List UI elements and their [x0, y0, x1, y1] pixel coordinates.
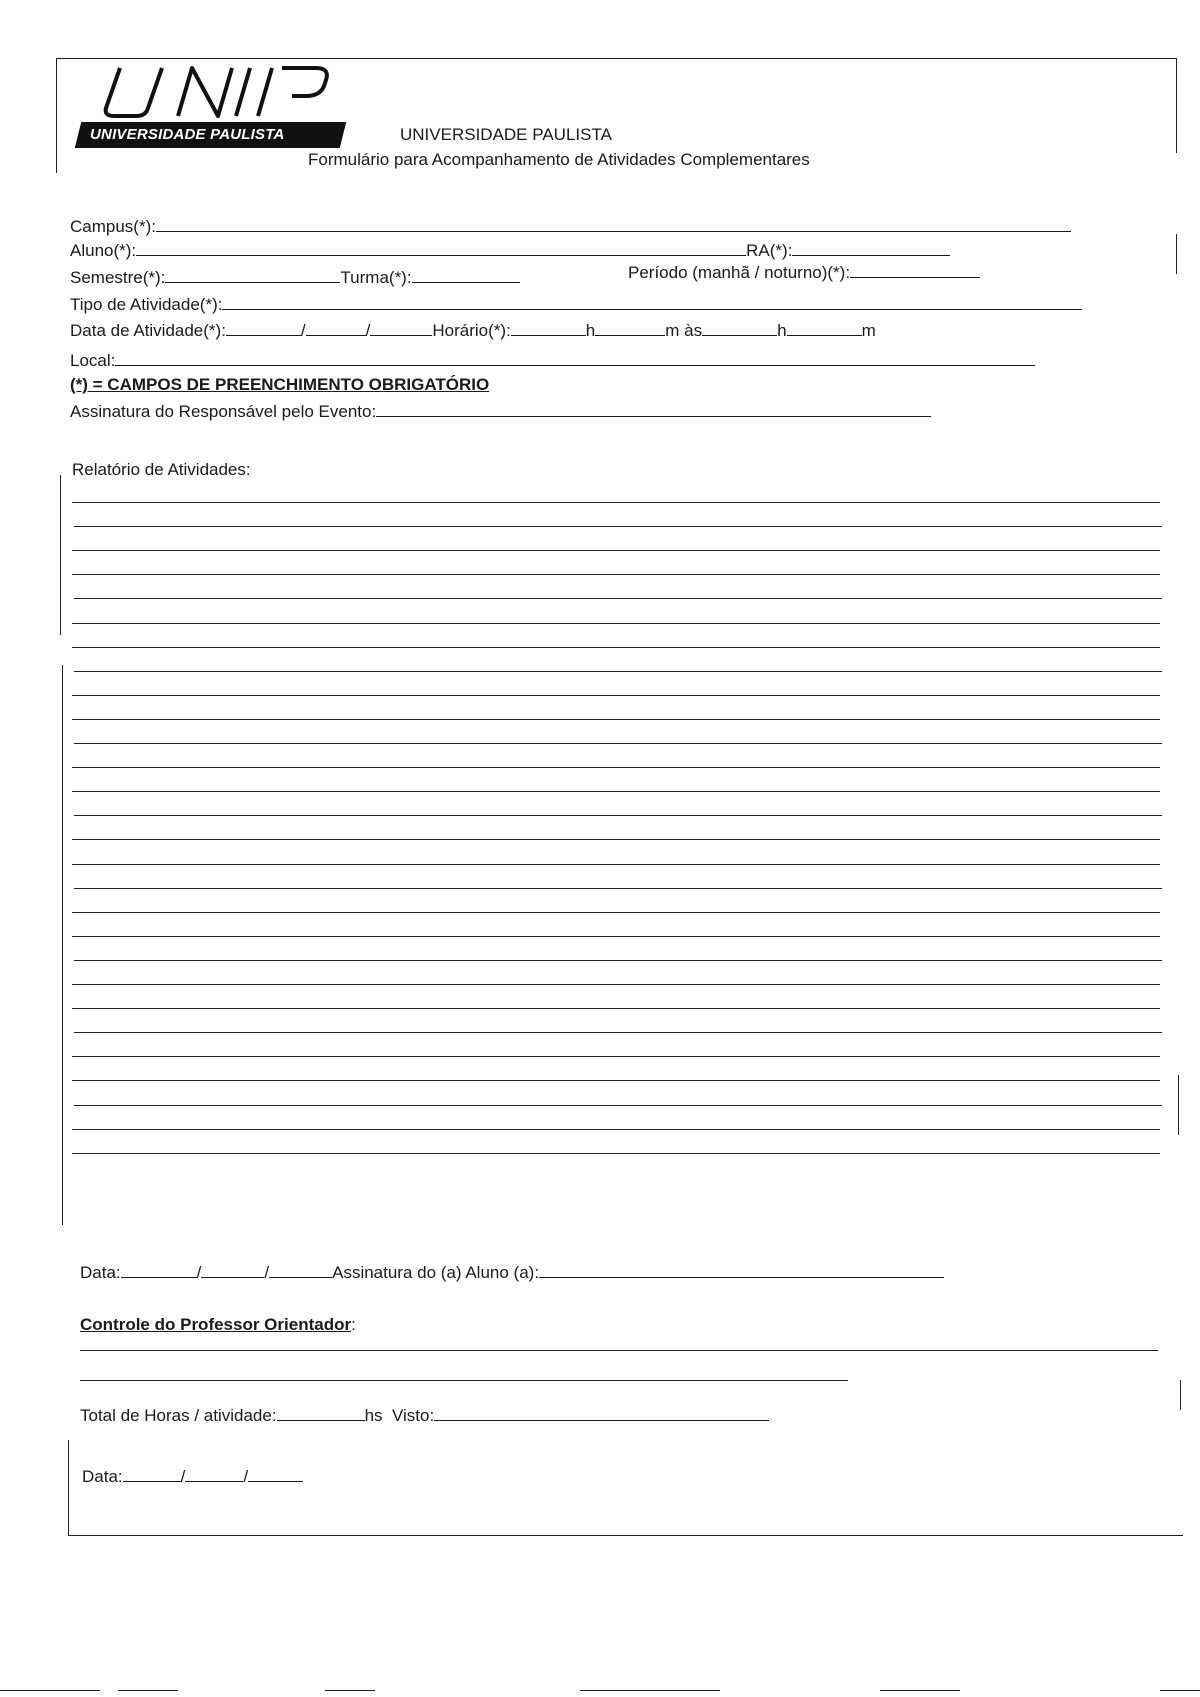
controle-line-2[interactable]: [80, 1380, 848, 1381]
logo-banner: [75, 122, 346, 148]
data-prof-month-input[interactable]: [185, 1466, 243, 1482]
visto-label: Visto:: [391, 1406, 435, 1425]
periodo-field: [628, 262, 980, 283]
scan-edge-fragment: [118, 1690, 178, 1691]
hour-unit: h: [585, 321, 596, 340]
data-month-input[interactable]: [306, 320, 366, 336]
aluno-label: Aluno(*):: [70, 241, 137, 260]
semestre-input[interactable]: [165, 267, 340, 283]
assinatura-responsavel-input[interactable]: [376, 401, 931, 417]
data-label: Data:: [80, 1263, 121, 1282]
date-separator: /: [264, 1263, 270, 1282]
form-title: Formulário para Acompanhamento de Atividades Complementares: [308, 150, 810, 169]
controle-colon: :: [351, 1315, 356, 1334]
minute-as-unit: m às: [665, 321, 703, 340]
relatorio-line[interactable]: [72, 767, 1160, 768]
relatorio-line[interactable]: [72, 695, 1160, 696]
date-separator: /: [365, 321, 371, 340]
hora-inicio-input[interactable]: [511, 320, 586, 336]
frame-left-border-footer: [68, 1440, 69, 1535]
relatorio-line[interactable]: [74, 815, 1162, 816]
relatorio-line[interactable]: [72, 1129, 1160, 1130]
frame-top-border: [56, 58, 1176, 59]
date-separator: /: [300, 321, 306, 340]
frame-bottom-border: [68, 1535, 1183, 1536]
periodo-input[interactable]: [850, 262, 980, 278]
relatorio-line[interactable]: [74, 671, 1162, 672]
unip-logo: [78, 62, 343, 148]
assinatura-responsavel-field: [70, 401, 931, 422]
data-prof-year-input[interactable]: [248, 1466, 303, 1482]
relatorio-line[interactable]: [72, 864, 1160, 865]
relatorio-line[interactable]: [74, 526, 1162, 527]
minuto-fim-input[interactable]: [787, 320, 862, 336]
local-field: [70, 350, 1035, 371]
date-separator: /: [180, 1467, 186, 1486]
total-horas-field: [80, 1405, 769, 1426]
minute-unit: m: [861, 321, 876, 340]
minuto-inicio-input[interactable]: [595, 320, 665, 336]
tipo-field: [70, 294, 1082, 315]
logo-subtitle: UNIVERSIDADE PAULISTA: [90, 126, 285, 143]
relatorio-line[interactable]: [72, 550, 1160, 551]
relatorio-label: Relatório de Atividades:: [72, 460, 251, 479]
local-label: Local:: [70, 351, 116, 370]
campus-label: Campus(*):: [70, 217, 156, 236]
relatorio-line[interactable]: [72, 647, 1160, 648]
data-prof-day-input[interactable]: [123, 1466, 181, 1482]
total-horas-input[interactable]: [277, 1405, 365, 1421]
frame-right-border-top: [1176, 58, 1177, 153]
data-year-input[interactable]: [370, 320, 432, 336]
assinatura-aluno-input[interactable]: [539, 1262, 944, 1278]
data-aluno-year-input[interactable]: [269, 1262, 332, 1278]
scan-edge-fragment: [1160, 1690, 1200, 1691]
hours-unit: hs: [364, 1406, 383, 1425]
controle-heading: [80, 1315, 356, 1335]
date-separator: /: [196, 1263, 202, 1282]
data-professor-field: [82, 1466, 303, 1487]
horario-label: Horário(*):: [432, 321, 511, 340]
data-day-input[interactable]: [226, 320, 301, 336]
relatorio-line[interactable]: [72, 574, 1160, 575]
visto-input[interactable]: [434, 1405, 769, 1421]
relatorio-line[interactable]: [72, 1056, 1160, 1057]
total-horas-label: Total de Horas / atividade:: [80, 1406, 277, 1425]
hora-fim-input[interactable]: [702, 320, 777, 336]
university-name: UNIVERSIDADE PAULISTA: [400, 125, 612, 144]
scan-edge-fragment: [880, 1690, 960, 1691]
ra-label: RA(*):: [746, 241, 793, 260]
scan-edge-fragment: [580, 1690, 720, 1691]
campus-field: [70, 216, 1071, 237]
semestre-label: Semestre(*):: [70, 268, 166, 287]
assinatura-responsavel-label: Assinatura do Responsável pelo Evento:: [70, 402, 377, 421]
relatorio-line[interactable]: [74, 743, 1162, 744]
date-separator: /: [243, 1467, 249, 1486]
data-professor-label: Data:: [82, 1467, 123, 1486]
relatorio-line[interactable]: [72, 623, 1160, 624]
relatorio-line[interactable]: [72, 1008, 1160, 1009]
relatorio-line[interactable]: [72, 912, 1160, 913]
turma-label: Turma(*):: [340, 268, 412, 287]
required-fields-note: (*) = CAMPOS DE PREENCHIMENTO OBRIGATÓRIO: [70, 375, 490, 394]
controle-line-1[interactable]: [80, 1350, 1158, 1351]
relatorio-line[interactable]: [74, 1105, 1162, 1106]
relatorio-line[interactable]: [72, 791, 1160, 792]
relatorio-line[interactable]: [74, 1032, 1162, 1033]
unip-logo-mark: [78, 62, 343, 124]
controle-label: Controle do Professor Orientador: [80, 1315, 352, 1334]
relatorio-line[interactable]: [74, 960, 1162, 961]
data-atividade-field: [70, 320, 876, 341]
relatorio-line[interactable]: [74, 888, 1162, 889]
frame-right-border-report: [1178, 1075, 1179, 1135]
assinatura-aluno-label: Assinatura do (a) Aluno (a):: [332, 1263, 540, 1282]
tipo-label: Tipo de Atividade(*):: [70, 295, 223, 314]
local-input[interactable]: [115, 350, 1035, 366]
scan-edge-fragment: [325, 1690, 375, 1691]
frame-right-border-mid: [1176, 234, 1177, 274]
aluno-input[interactable]: [136, 240, 746, 256]
periodo-label: Período (manhã / noturno)(*):: [628, 263, 851, 282]
campus-input[interactable]: [156, 216, 1071, 232]
frame-left-border-report: [62, 665, 63, 1225]
relatorio-line[interactable]: [72, 1153, 1160, 1154]
aluno-field: [70, 240, 950, 261]
frame-left-border-top: [56, 58, 57, 173]
data-aluno-month-input[interactable]: [201, 1262, 264, 1278]
relatorio-line[interactable]: [74, 598, 1162, 599]
relatorio-line[interactable]: [72, 502, 1160, 503]
relatorio-line[interactable]: [72, 936, 1160, 937]
turma-input[interactable]: [412, 267, 520, 283]
data-assinatura-aluno-field: [80, 1262, 944, 1283]
relatorio-line[interactable]: [72, 839, 1160, 840]
frame-left-border-mid: [60, 475, 61, 635]
ra-input[interactable]: [792, 240, 950, 256]
semestre-field: [70, 267, 520, 288]
relatorio-line[interactable]: [72, 719, 1160, 720]
frame-right-border-footer: [1180, 1380, 1181, 1410]
scan-edge-fragment: [0, 1690, 100, 1691]
relatorio-line[interactable]: [72, 1080, 1160, 1081]
data-atividade-label: Data de Atividade(*):: [70, 321, 226, 340]
hour-unit: h: [777, 321, 787, 340]
relatorio-line[interactable]: [72, 984, 1160, 985]
data-aluno-day-input[interactable]: [121, 1262, 197, 1278]
tipo-input[interactable]: [222, 294, 1082, 310]
